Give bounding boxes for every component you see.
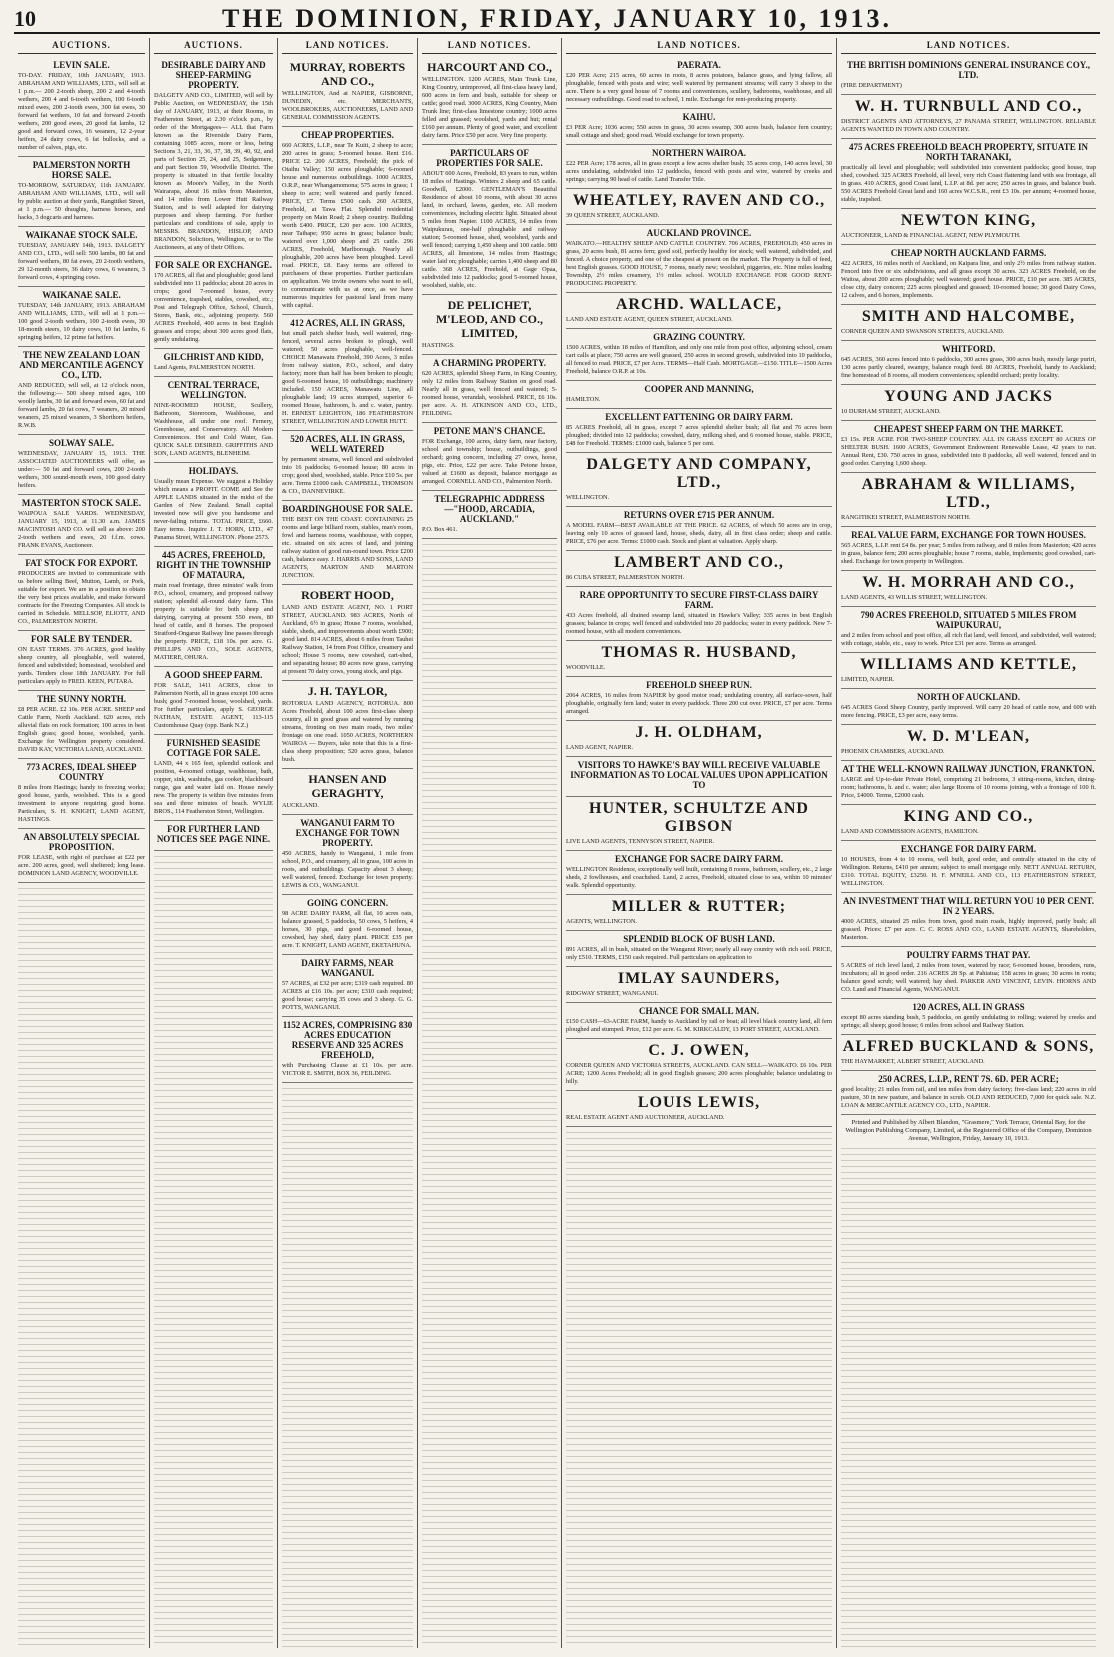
advertisement-heading: KING AND CO., [903,808,1034,825]
column-filler [422,539,557,1648]
advertisement-heading: 120 ACRES, ALL IN GRASS [912,1002,1025,1012]
advertisement [566,109,832,145]
advertisement [154,547,273,667]
advertisement [566,641,832,677]
advertisement-heading: POULTRY FARMS THAT PAY. [906,950,1031,960]
advertisement [841,761,1096,805]
advertisement-body: REAL ESTATE AGENT AND AUCTIONEER, AUCKLAND. [566,1114,725,1121]
advertisement-body: ABOUT 600 Acres, Freehold, 83 years to run, within 18 miles of Hastings. Winters 2 sheep and 65 cattle. Goodwill, £2000. GENTLEMAN'S Beautiful Residence of about 10 rooms, with about 30 acres land, in orchard, lawns, garden, etc. All modern conveniences, including electric light. Situated about 5 miles from Napier. 1100 ACRES, 14 miles from Waipukurau, one-half ploughable and railway station; 5-roomed house, shed, woolshed, yards and well fenced; carrying 1,450 sheep and 100 cattle. 980 ACRES, all limestone, 14 miles from Hastings; water laid on; ploughable; carries 1,400 sheep and 80 cattle. 368 ACRES, Freehold, at Gage Opaa, subdivided into 12 paddocks; good 5-roomed house, woolshed, stable, etc. [422,170,557,289]
advertisement-body: WAIPOUA SALE YARDS. WEDNESDAY, JANUARY 15, 1913, at 11.30 a.m. JAMES MACINTOSH AND CO. will sell as above: 200 2-tooth wethers and ewes, 20 f.f.m. cows. FRANK EVANS, Auctioneer. [18,510,145,549]
advertisement [422,57,557,145]
advertisement-body: TO-MORROW, SATURDAY, 11th JANUARY. ABRAHAM AND WILLIAMS, LTD., will sell by public auction at their yards, Rangitikei Street, at 1 p.m.— 50 draughts, harness horses, and hacks, 3 dogcarts and harness. [18,182,145,221]
advertisement [566,189,832,225]
advertisement [18,691,145,759]
advertisement [841,841,1096,893]
advertisement [282,315,413,431]
advertisement-heading: EXCHANGE FOR DAIRY FARM. [900,844,1037,854]
advertisement-heading: EXCHANGE FOR SACRE DAIRY FARM. [615,854,783,864]
advertisement-heading: W. H. MORRAH AND CO., [862,574,1075,591]
advertisement-heading: PAERATA. [677,60,721,70]
advertisement [566,931,832,967]
advertisement-heading: WANGANUI FARM TO EXCHANGE FOR TOWN PROPERTY. [295,818,400,848]
advertisement [18,759,145,829]
advertisement-heading: DE PELICHET, M'LEOD, AND CO., LIMITED, [435,298,543,340]
advertisement-heading: PALMERSTON NORTH HORSE SALE. [32,160,131,180]
advertisement-body: LARGE and Up-to-date Private Hotel, comprising 21 bedrooms, 3 sitting-rooms, kitchen, dining-room; bathrooms, h. and c. water; also large Rooms of 10 rooms joining, with a frontage of 100 ft. Price, £4000. Terms, £2000 cash. [841,776,1096,799]
advertisement-body: THE BEST ON THE COAST. CONTAINING 25 rooms and large billiard room, stables, man's room, fowl and harness rooms, washhouse, with copper, etc. situated on six acres of land, and joining railway station of good run-round town. Price £200 cash, balance easy. J. HARRIS AND SONS, LAND AGENTS, MARTON AND MARTON JUNCTION. [282,516,413,579]
advertisement-body: LAND AND ESTATE AGENT, QUEEN STREET, AUCKLAND. [566,316,733,323]
advertisement [282,127,413,315]
advertisement-body: FOR SALE, 1411 ACRES, close to Palmerston North, all in grass except 100 acres bush; good 7-roomed house, woolshed, yards. For further particulars, apply S. GEORGE NATHAN, ESTATE AGENT, 113-115 Customhouse Quay (opp. Bank N.Z.) [154,682,273,729]
advertisement-heading: COOPER AND MANNING, [644,384,754,394]
advertisement-body: practically all level and ploughable; well subdivided into convenient paddocks; good house, trap shed, cowshed. 325 ACRES Freehold, all level, very rich Coast flattening land with sea frontage, all in grass. 410 ACRES, good Coast land, L.I.P. at 8d. per acre; 250 acres in grass, and balance bush. 550 ACRES Freehold Great land and 160 acres W.C.S.R., rent £3 10s. per annum; 4-roomed house, stable, trapshed. [841,164,1096,203]
advertisement [566,1091,832,1127]
advertisement [841,689,1096,725]
advertisement-heading: REAL VALUE FARM, EXCHANGE FOR TOWN HOUSES. [851,530,1086,540]
advertisement-heading: RETURNS OVER £715 PER ANNUM. [623,510,775,520]
advertisement-heading: THOMAS R. HUSBAND, [601,644,797,661]
advertisement-body: and 2 miles from school and post office, all rich flat land, well fenced, and subdivided, well watered; with cottage, stable, etc., easy to work. Price £31 per acre. Terms as arranged. [841,632,1096,647]
advertisement [566,507,832,551]
advertisement [566,895,832,931]
advertisement-heading: MILLER & RUTTER; [611,898,787,915]
advertisement-body: except 80 acres standing bush, 5 paddocks, on gently undulating to rolling; watered by creeks and springs; all sheep; good house; 6 miles from school and Railway Station. [841,1014,1096,1029]
advertisement [282,501,413,585]
advertisement-body: TUESDAY, JANUARY 14th, 1913. DALGETY AND CO., LTD., will sell: 500 lambs, 80 fat and forward wethers, 80 fat ewes, 20 2-tooth wethers, 29 12-month steers, 36 dairy cows, 6 weaners, 3 forward cows, 4 springing cows. [18,242,145,281]
advertisement [841,527,1096,571]
advertisement [282,1017,413,1083]
advertisement-heading: 520 ACRES, ALL IN GRASS, WELL WATERED [290,434,405,454]
advertisement-heading: VISITORS TO HAWKE'S BAY WILL RECEIVE VALUABLE INFORMATION AS TO LOCAL VALUES UPON APPLICATION TO [570,760,828,790]
advertisement [841,341,1096,385]
advertisement-body: CORNER QUEEN AND SWANSON STREETS, AUCKLAND. [841,328,1005,335]
advertisement-body: good locality; 21 miles from rail, and ten miles from dairy factory; five-class land; 220 acres in old pasture, 30 in new pasture, and balance in scrub. OLD AND REDUCED, 7,000 for quick sale. N.Z. LOAN & MERCANTILE AGENCY CO., LTD., NAPIER. [841,1086,1096,1109]
advertisement-heading: FOR SALE BY TENDER. [30,634,133,644]
advertisement-body: 433 Acres freehold, all drained swamp land, situated in Hawke's Valley; 335 acres in best English grasses; balance in crops; well fenced and subdivided into 20 paddocks; water in every paddock. New 7-roomed house, with all modern conveniences. [566,612,832,635]
advertisement-body: 645 ACRES, 360 acres fenced into 6 paddocks, 300 acres grass, 300 acres bush, mostly large puriri, 130 acres partly cleared, swampy, balance rough feed. 80 ACRES, Freehold, handy to Auckland; fine homestead of 8 rooms, all modern conveniences; splendid orchard; pretty locality. [841,356,1096,379]
advertisement [18,495,145,555]
advertisement-heading: AN ABSOLUTELY SPECIAL PROPOSITION. [23,832,140,852]
advertisement-heading: TELEGRAPHIC ADDRESS—"HOOD, ARCADIA, AUCKLAND." [434,494,545,524]
advertisement [422,295,557,355]
column-2 [150,38,278,1648]
advertisement-body: with Purchasing Clause at £1 10s. per acre. VICTOR E. SMITH, BOX 36, FEILDING. [282,1062,413,1077]
advertisement-heading: SPLENDID BLOCK OF BUSH LAND. [623,934,775,944]
column-filler [154,851,273,1648]
advertisement-body: DALGETY AND CO., LIMITED, will sell by Public Auction, on WEDNESDAY, the 15th day of JANUARY, 1913, at their Rooms, in Featherston Street, at 2.30 o'clock p.m., by order of the Mortgagees— ALL that Farm known as the Riverside Dairy Farm, containing 1085 acres, more or less, being Sections 3, 21, 33, 36, 37, 38, 39, 40, 92, and parts of Section 25, 24, and 25, Sedgemere, and part Section 59, Woodville District. The property is situated in that fertile locality known as Moore's Valley, in the North Wairarapa, about 16 miles from Masterton, and 14 miles from Lower Hutt Railway Station, and is well adapted for dairying purposes and sheep farming. For further particulars and conditions of sale, apply to MESSRS. BRANDON, HISLOP, AND BRANDON, Solicitors, Wellington, or to The Auctioneers, at any of their Offices. [154,92,273,251]
advertisement-body: A MODEL FARM—BEST AVAILABLE AT THE PRICE. 62 ACRES, of which 50 acres are in crop, leaving only 10 acres of grassed land, house, sheds, dairy, all in first class order; sheep and cattle. PRICE, £76 per acre. Terms: £1000 cash. Stock and plant at valuation. Apply sharp. [566,522,832,545]
advertisement [282,681,413,769]
advertisement-heading: 445 ACRES, FREEHOLD, RIGHT IN THE TOWNSHIP OF MATAURA, [156,550,271,580]
column-filler [566,1127,832,1648]
advertisement-body: TO-DAY. FRIDAY, 10th JANUARY, 1913. ABRAHAM AND WILLIAMS, LTD., will sell at 1 p.m.— 200 2-tooth sheep, 200 2 and 4-tooth wethers, 200 4 and 6-tooth wethers, 100 6-tooth mixed ewes, 200 2-tooth ewes, 300 fat ewes, 30 forward fat wethers, 10 fat and forward 2-tooth wethers, 200 good ewes, 20 good fat lambs, 12 good and forward cows, 16 weaners, 12 2-year heifers, 24 dairy cows, 6 fat bullocks, and a number of calves, pigs, etc. [18,72,145,151]
advertisement [566,677,832,721]
advertisement-heading: FREEHOLD SHEEP RUN. [646,680,752,690]
advertisement-heading: HANSEN AND GERAGHTY, [308,772,387,800]
advertisement-body: 8 miles from Hastings; handy to freezing works; good house, yards, woolshed. This is a good investment to anyone requiring good home. Particulars, S. H. KNIGHT, LAND AGENT, HASTINGS. [18,784,145,823]
advertisement [841,571,1096,607]
advertisement-body: CORNER QUEEN AND VICTORIA STREETS, AUCKLAND. CAN SELL—WAIKATO. £6 10s. PER ACRE; 1200 Acres Freehold; all in good English grasses; 200 acres ploughable; balance undulating to hilly. [566,1062,832,1085]
advertisement [422,491,557,539]
advertisement-body: PRODUCERS are invited to communicate with us before selling Beef, Mutton, Lamb, or Pork, suitable for export. We are in a position to obtain the very best prices available, and make forward contracts for the Freezing Companies. All stock is carried in Schedule. MELLSOP, ELIOTT, AND CO., PALMERSTON NORTH. [18,570,145,625]
advertisement-heading: DAIRY FARMS, NEAR WANGANUI. [301,958,394,978]
column-6 [837,38,1100,1648]
advertisement [566,381,832,409]
advertisement-body: 422 ACRES, 16 miles north of Auckland, on Kaipara line, and only 2½ miles from railway station. Fenced into five or six subdivisions, and all grass except 30 acres. 323 ACRES Freehold, on the Waitoa, about 200 acres ploughable; well watered; good house. PRICE, £10 per acre. 385 ACRES, close city, dairy concern; 225 acres ploughed and grassed; 10-roomed house; 30 good Dairy Cows, 12 calves, and 6 horses, implements. [841,260,1096,299]
advertisement [566,145,832,189]
advertisement [566,293,832,329]
section-heading: LAND NOTICES. [566,38,832,54]
advertisement [841,999,1096,1035]
advertisement-heading: C. J. OWEN, [648,1042,750,1059]
advertisement [841,1035,1096,1071]
advertisement-heading: W. D. M'LEAN, [906,728,1031,745]
advertisement-heading: A CHARMING PROPERTY. [432,358,547,368]
advertisement [18,227,145,287]
section-heading: LAND NOTICES. [841,38,1096,54]
advertisement-heading: HARCOURT AND CO., [427,60,552,74]
column-3 [278,38,418,1648]
advertisement-heading: J. H. TAYLOR, [307,684,388,698]
advertisement-heading: CHEAP PROPERTIES. [301,130,394,140]
advertisement-heading: SMITH AND HALCOMBE, [861,308,1076,325]
advertisement-heading: GOING CONCERN. [306,898,388,908]
advertisement-heading: PETONE MAN'S CHANCE. [433,426,546,436]
advertisement [154,349,273,377]
advertisement-heading: BOARDINGHOUSE FOR SALE. [282,504,413,514]
advertisement-body: £8 PER ACRE. £2 10s. PER ACRE. SHEEP and Cattle Farm, North Auckland. 620 acres, rich alluvial flats on rock formation; 100 acres in best English grass; good house, woolshed, yards. Exchange for Wellington property considered. DAVID KAY, VICTORIA LAND, AUCKLAND. [18,706,145,753]
advertisement-body: LAND AGENTS, 43 WILLIS STREET, WELLINGTON. [841,594,988,601]
advertisement-heading: ABRAHAM & WILLIAMS, LTD., [861,476,1076,511]
advertisement-body: WAIKATO.—HEALTHY SHEEP AND CATTLE COUNTRY. 706 ACRES, FREEHOLD; 450 acres in grass, 20 acres bush, 81 acres fern; good soil, perfectly healthy for stock; well watered, subdivided, and fenced. A choice property, and one of the cheapest at present on the market. The Property is full of feed, best English grasses. GOOD HOUSE, 7 rooms, nearly new; woolshed, piggeries, etc. Nine miles leading Township, 2½ miles creamery, 1½ miles school. WOULD EXCHANGE FOR GOOD RENT-PRODUCING PROPERTY. [566,240,832,287]
advertisement [841,607,1096,653]
advertisement-body: Usually mean Expense. We suggest a Holiday which means a PROFIT. COME and See the APPLE LANDS situated in the midst of the Garden of New Zealand. Small capital invested now will give you handsome and never-failing returns. TOTAL PRICE, £660. Easy terms. Inquire J. T. HORN, LTD., 47 Panama Street, WELLINGTON. Phone 2573. [154,478,273,541]
advertisement [841,421,1096,473]
column-filler [841,1143,1096,1648]
advertisement [18,57,145,157]
advertisement-heading: IMLAY SAUNDERS, [617,970,781,987]
advertisement-body: WELLINGTON Residence, exceptionally well built, containing 8 rooms, bathroom, scullery, etc., 2 large sheds, 2 fowlhouses, and coachshed. Land, 2 acres, Freehold, situated close to sea, within 10 minutes' walk. Splendid opportunity. [566,866,832,889]
advertisement [154,735,273,821]
advertisement-body: £150 CASH—63-ACRE FARM, handy to Auckland by rail or boat; all level black country land, all fern ploughed and stumped. Price, £12 per acre. G. M. KIRKCALDY, 13 PORT STREET, AUCKLAND. [566,1018,832,1033]
advertisement [154,463,273,547]
advertisement [18,555,145,631]
advertisement [841,725,1096,761]
advertisement-heading: KAIHU. [682,112,716,122]
advertisement-body: 57 ACRES, at £32 per acre; £319 cash required. 80 ACRES at £16 10s. per acre; £310 cash required; good house; carrying 35 cows and 3 sheep. G. G. POTTS, WANGANUI. [282,980,413,1011]
advertisement [841,893,1096,947]
advertisement [841,57,1096,95]
advertisement-heading: NORTHERN WAIROA. [651,148,747,158]
section-heading: AUCTIONS. [154,38,273,54]
advertisement-heading: LEVIN SALE. [53,60,110,70]
advertisement [282,815,413,895]
advertisement [282,769,413,815]
column-4 [418,38,562,1648]
advertisement-body: WELLINGTON, And at NAPIER, GISBORNE, DUNEDIN, etc. MERCHANTS, WOOLBROKERS, AUCTIONEERS, LAND AND GENERAL COMMISSION AGENTS. [282,90,413,121]
advertisement-body: 5 ACRES of rich level land, 2 miles from town, watered by race; 6-roomed house, brooders, runs, incubators; all in good order. 216 ACRES 28 Sp. at Pahiatua; 158 acres in grass; 30 acres in roots; balance good scrub; well watered; hay shed. PARKER AND VINCENT, LEVIN. HIORNS AND CO. Land and Financial Agents, WANGANUI. [841,962,1096,993]
advertisement [566,1039,832,1091]
section-heading: LAND NOTICES. [282,38,413,54]
advertisement-body: P.O. Box 461. [422,526,458,533]
advertisement-body: 4000 ACRES, situated 25 miles from town, good main roads, highly improved, partly bush; all grassed. Prices: £7 per acre. C. C. ROSS AND CO., LAND ESTATE AGENTS, Shareholders, Masterton. [841,918,1096,941]
advertisement-body: 86 CUBA STREET, PALMERSTON NORTH. [566,574,685,581]
advertisement [566,1003,832,1039]
advertisement-body: FOR Exchange, 100 acres, dairy farm, near factory, school and township; house, outbuildings, good orchard; going concern, including 27 cows, horse, pigs, etc. Price, £22 per acre. Take Petone house, valued at £1600 as deposit, balance mortgage as arranged. CORNELL AND CO., Palmerston North. [422,438,557,485]
advertisement-body: 10 HOUSES, from 4 to 10 rooms, well built, good order, and centrally situated in the city of Wellington. Returns, £410 per annum; subject to small mortgage only. NETT ANNUAL RETURN, £310. TOTAL EQUITY, £3250. H. F. M'NEILL AND CO., 113 FEATHERSTON STREET, WELLINGTON. [841,856,1096,887]
advertisement [566,797,832,851]
newspaper-title: THE DOMINION, FRIDAY, JANUARY 10, 1913. [221,4,893,33]
advertisement-heading: ALFRED BUCKLAND & SONS, [842,1038,1095,1055]
advertisement [282,585,413,681]
advertisement-heading: AT THE WELL-KNOWN RAILWAY JUNCTION, FRANKTON. [842,764,1095,774]
page-number: 10 [14,6,36,31]
advertisement-body: WELLINGTON. 1200 ACRES, Main Trunk Line, King Country, unimproved, all first-class heavy land, 600 acres in fern and bush, suitable for sheep or cattle; good road. 3000 ACRES, King Country, Main Trunk line; first-class limestone country; 1000 acres felled and grassed; woolshed, yards and hut; rental £160 per annum. Plenty of good water, and excellent dairy farm. Price £50 per acre. Very fine property. [422,76,557,139]
advertisement [18,287,145,347]
advertisement-heading: WHEATLEY, RAVEN AND CO., [572,192,826,209]
advertisement [841,305,1096,341]
advertisement [422,423,557,491]
advertisement-body: AND REDUCED, will sell, at 12 o'clock noon, the following:— 500 sheep mixed ages, 100 woolly lambs, 30 fat and forward ewes, 60 fat and forward lambs, 20 fat cows, 7 weaners, 20 mixed weaners, 25 mixed weaners, 3 Shorthorn heifers, R.W.B. [18,382,145,429]
advertisement-heading: GILCHRIST AND KIDD, [163,352,264,362]
section-heading: AUCTIONS. [18,38,145,54]
advertisement [566,721,832,757]
advertisement-heading: NORTH OF AUCKLAND. [916,692,1021,702]
advertisement [841,245,1096,305]
advertisement [566,225,832,293]
advertisement-body: 39 QUEEN STREET, AUCKLAND. [566,212,660,219]
advertisement-body: LAND AND COMMISSION AGENTS, HAMILTON. [841,828,979,835]
advertisement-body: RIDGWAY STREET, WANGANUI. [566,990,659,997]
advertisement-body: £3 15s. PER ACRE FOR TWO-SHEEP COUNTRY. ALL IN GRASS EXCEPT 80 ACRES OF SHELTER BUSH. 1600 ACRES, Government Endowment Renewable Lease, 42 years to run. Annual Rent, £30. 750 acres in grass, subdivided into 8 paddocks, all well watered, fenced and in good order. Carrying 1,600 sheep. [841,436,1096,467]
advertisement-heading: NEWTON KING, [900,212,1037,229]
advertisement-heading: MURRAY, ROBERTS AND CO., [289,60,406,88]
advertisement-heading: WHITFORD. [941,344,996,354]
advertisement-body: £20 PER Acre; 215 acres, 60 acres in roots, 8 acres potatoes, balance grass, and lying fallow, all ploughable, fenced with posts and wire; well watered by permanent streams; will carry 3 sheep to the acre. There is a very good house of 7 rooms and conveniences, scullery, bathrooms, washhouse, and all necessary outbuildings. Good road to school, 1 mile. Exchange for rent-producing property. [566,72,832,103]
advertisement [566,409,832,453]
advertisement-heading: HUNTER, SCHULTZE AND GIBSON [589,800,809,835]
advertisement [282,431,413,501]
advertisement [154,667,273,735]
advertisement-body: HASTINGS. [422,342,455,349]
advertisement-heading: CENTRAL TERRACE, WELLINGTON. [167,380,260,400]
advertisement [282,955,413,1017]
advertisement-body: THE HAYMARKET, ALBERT STREET, AUCKLAND. [841,1058,985,1065]
advertisement [841,95,1096,139]
advertisement-body: 85 ACRES Freehold, all in grass, except 7 acres splendid shelter bush; all flat and 76 acres been ploughed; divided into 12 paddocks; cowshed, dairy, milking shed, and 6 roomed house, stable. PRICE, £48 for Freehold. TERMS: £1000 cash, balance 5 per cent. [566,424,832,447]
column-filler [18,883,145,1648]
advertisement [18,631,145,691]
advertisement [841,473,1096,527]
advertisement [841,209,1096,245]
newspaper-columns [14,38,1100,1648]
advertisement-heading: 250 ACRES, L.I.P., RENT 7S. 6D. PER ACRE; [878,1074,1059,1084]
advertisement-body: 170 ACRES, all flat and ploughable; good land subdivided into 11 paddocks; about 20 acres in crops; good 7-roomed house, every convenience, trapshed, stables, cowshed, etc.; Post and Telegraph Office, School, Church, Stores, Bank, etc., adjoining property. 560 ACRES Freehold, 400 acres in best English grasses and crops; about 300 acres good flats, gently undulating. [154,272,273,343]
advertisement [841,947,1096,999]
column-5 [562,38,837,1648]
advertisement-body: 2064 ACRES, 16 miles from NAPIER by good motor road; undulating country, all surface-sown, half ploughable, originally fern land; water in every paddock. Three 200 cut over. PRICE, £7 per acre. Terms arranged. [566,692,832,715]
advertisement-heading: THE SUNNY NORTH. [36,694,127,704]
advertisement-heading: THE NEW ZEALAND LOAN AND MERCANTILE AGENCY CO., LTD. [19,350,144,380]
column-filler [282,1083,413,1648]
advertisement-body: DISTRICT AGENTS AND ATTORNEYS, 27 PANAMA STREET, WELLINGTON. RELIABLE AGENTS WANTED IN TOWN AND COUNTRY. [841,118,1096,133]
advertisement-body: £3 PER Acre; 1036 acres; 550 acres in grass, 30 acres swamp, 300 acres bush, balance fern country; small cottage and shed; good road. Would exchange for town property. [566,124,832,139]
advertisement-body: LAND, 44 x 165 feet, splendid outlook and position, 4-roomed cottage, washhouse, bath, copper, sink, washtubs, gas cooker, blackboard range, gas and water laid on. House newly new. The property is within five minutes from sea and three minutes of beach. WYLIE BROS., 114 Featherston Street, Wellington. [154,760,273,815]
advertisement-heading: J. H. OLDHAM, [635,724,763,741]
advertisement-body: NINE-ROOMED HOUSE, Scullery, Bathroom, Storeroom, Washhouse, and Washhouse, all under one roof. Fernery, Greenhouse, and Conservatory. All Modern Conveniences. Hot and Cold Water, Gas. QUICK SALE DESIRED. GRIFFITHS AND SON, LAND AGENTS, BLENHEIM. [154,402,273,457]
advertisement [841,1071,1096,1115]
advertisement-heading: W. H. TURNBULL AND CO., [854,98,1083,115]
advertisement-body: LIMITED, NAPIER. [841,676,895,683]
advertisement-body: by permanent streams, well fenced and subdivided into 16 paddocks; 6-roomed house; 80 acres in crop; good shed, woolshed, stable. Price £10 5s. per acre. Terms £1000 cash. CAMPBELL, THOMSON & CO., DANNEVIRKE. [282,456,413,495]
advertisement-heading: ROBERT HOOD, [301,588,394,602]
advertisement-body: 98 ACRE DAIRY FARM, all flat, 10 acres oats, balance grassed, 5 paddocks, 50 cows, 5 heifers, 4 horses, 30 pigs, and good 6-roomed house, cowshed, hay shed, dairy plant. PRICE £35 per acre. T. KNIGHT, LAND AGENT, EKETAHUNA. [282,910,413,949]
advertisement-body: 565 ACRES, L.I.P. rent £4 8s. per year; 5 miles from railway, and 8 miles from Masterton; 420 acres in grass, balance fern; 200 acres ploughable; house 7 rooms, stable, implements; good cowshed, cart-shed. Exchange for town property in Wellington. [841,542,1096,565]
advertisement-heading: FOR SALE OR EXCHANGE. [154,260,272,270]
advertisement [841,385,1096,421]
advertisement-heading: AUCKLAND PROVINCE. [646,228,752,238]
advertisement [18,157,145,227]
advertisement-heading: 773 ACRES, IDEAL SHEEP COUNTRY [26,762,137,782]
advertisement [282,895,413,955]
advertisement-body: PHOENIX CHAMBERS, AUCKLAND. [841,748,945,755]
advertisement-heading: 790 ACRES FREEHOLD, SITUATED 5 MILES FROM WAIPUKURAU, [860,610,1077,630]
advertisement-body: (FIRE DEPARTMENT) [841,82,902,89]
advertisement [282,57,413,127]
advertisement-heading: PARTICULARS OF PROPERTIES FOR SALE. [436,148,543,168]
advertisement-heading: WAIKANAE SALE. [42,290,121,300]
advertisement-heading: LAMBERT AND CO., [614,554,784,571]
advertisement-body: £22 PER Acre; 178 acres, all in grass except a few acres shelter bush; 35 acres crop, 140 acres level, 30 acres undulating, subdivided into 12 paddocks, fenced with posts and wire, watered by creeks and springs; carrying 90 head of cattle. Land Transfer Title. [566,160,832,183]
advertisement-body: main road frontage, three minutes' walk from P.O., school, creamery, and proposed railway station; splendid all-round dairy farm. This property is suitable for both sheep and dairying, carrying at present 550 ewes, 80 head of cattle, and 8 horses. The proposed Stratford-Ongarue Railway line passes through the property. PRICE, £18 10s. per acre. G. PHILLIPS AND CO., SOLE AGENTS, MATIERE, OHURA. [154,582,273,661]
advertisement [422,355,557,423]
advertisement-body: FOR LEASE, with right of purchase at £22 per acre. 200 acres, good, well sheltered; long lease. DOMINION LAND AGENCY, WOODVILLE. [18,854,145,877]
advertisement-heading: FOR FURTHER LAND NOTICES SEE PAGE NINE. [156,824,271,844]
advertisement-heading: CHANCE FOR SMALL MAN. [638,1006,759,1016]
printer-imprint: Printed and Published by Albert Blandon, "Grasmere," York Terrace, Oriental Bay, for the Wellington Publishing Company, Limited, at the Registered Office of the Company, Dominion Avenue, Wellington, Friday, January 10, 1913. [845,1119,1092,1142]
advertisement-body: AUCTIONEER, LAND & FINANCIAL AGENT, NEW PLYMOUTH. [841,232,1021,239]
advertisement-body: 620 ACRES, splendid Sheep Farm, in King Country, only 12 miles from Railway Station on good road. Nearly all in grass, well fenced and watered; 5-roomed house, verandah, woolshed. PRICE, £6 10s. per acre. A. H. ATKINSON AND CO., LTD., FEILDING. [422,370,557,417]
advertisement-body: AGENTS, WELLINGTON. [566,918,637,925]
advertisement [566,851,832,895]
advertisement-heading: YOUNG AND JACKS [884,388,1053,405]
advertisement-heading: DESIRABLE DAIRY AND SHEEP-FARMING PROPERTY. [161,60,266,90]
advertisement-heading: THE BRITISH DOMINIONS GENERAL INSURANCE COY., LTD. [847,60,1090,80]
advertisement-heading: WILLIAMS AND KETTLE, [860,656,1077,673]
advertisement-body: LAND AND ESTATE AGENT, NO. 1 PORT STREET, AUCKLAND. 983 ACRES, North of Auckland, 6½ in grass; House 7 rooms, woolshed, stable, sheds, and improvements about worth £900; good land. 814 ACRES, about 6 miles from Tauhei Railway Station, 14 from Post Office, creamery and school; House 5 rooms, new cowshed, cart-shed, and separating house; 80 acres now grass, carrying at present 70 dairy cows, young stock, and pigs. [282,604,413,675]
advertisement [566,551,832,587]
masthead [14,6,1100,34]
advertisement-heading: 412 ACRES, ALL IN GRASS, [290,318,405,328]
advertisement-body: 10 DURHAM STREET, AUCKLAND. [841,408,941,415]
advertisement [566,967,832,1003]
advertisement-body: 891 ACRES, all in bush, situated on the Wanganui River; nearly all easy country with rich soil. PRICE, only £510. TERMS, £150 cash required. Full particulars on application to [566,946,832,961]
advertisement-body: 1500 ACRES, within 18 miles of Hamilton, and only one mile from post office, adjoining school, cream cart calls at place; 750 acres are well grassed, 250 acres in second growth, subdivided into 10 paddocks, all fenced to road. PRICE, £7 per Acre. TERMS—Half Cash. MORTGAGE—£150. TITLE—1500 Acres Freehold, balance O.R.P. at 10s. [566,344,832,375]
advertisement-body: but small patch shelter bush, well watered, ring-fenced, several acres broken to plough, well watered; 50 acres ploughable, well-fenced. CHOICE Manawatu Freehold, 390 Acres, 3 miles from railway station, P.O., school, and dairy factory; more than half has been broken to plough; good 6-roomed house, 10 outbuildings; machinery included. 150 ACRES, Manawatu Line, all ploughable land; 19 acres stumped, superior 6-roomed House, bathroom, h. and c. water, pantry. H. ERNEST LEIGHTON, 186 FEATHERSTON STREET, WELLINGTON AND LOWER HUTT. [282,330,413,425]
advertisement-body: 450 ACRES, handy to Wanganui, 1 mile from school, P.O., and creamery, all in grass, 100 acres in roots, and outbuildings. Capacity about 3 sheep; well watered, fenced. Exchange for town property. LEWIS & CO., WANGANUI. [282,850,413,889]
section-heading: LAND NOTICES. [422,38,557,54]
advertisement-heading: EXCELLENT FATTENING OR DAIRY FARM. [605,412,793,422]
advertisement-body: 660 ACRES, L.I.P., near Te Kuiti, 2 sheep to acre; 200 acres in grass; 5-roomed house. Rent £16. PRICE £2. 200 ACRES, Freehold; the pick of Otaihu Valley; 150 acres ploughable; 6-roomed house and numerous outbuildings. 1000 ACRES, O.R.P., near Whangamomona; 575 acres in grass; 1 sheep to acre; well watered and partly fenced. PRICE, £7. Terms £500 cash. 260 ACRES, Freehold, at Tawa Flat. Splendid residential property on Main Road; 2 sheep country. Building worth £400. PRICE, £20 per acre. 100 ACRES, near Taihape; 950 acres in grass; balance bush; watered over 1,000 sheep and 25 cattle. 296 ACRES, Freehold, Marlborough. Nearly all ploughable, 200 acres have been ploughed. Level road. PRICE, £8. Easy terms are offered to purchasers of these properties. Further particulars on application. We invite owners who want to sell, to communicate with us at once, as we have numerous inquiries for pastoral land from many with capital. [282,142,413,309]
advertisement [841,139,1096,209]
advertisement-heading: DALGETY AND COMPANY, LTD., [586,456,812,491]
advertisement [841,805,1096,841]
advertisement [154,257,273,349]
advertisement-body: ON EAST TERMS. 376 ACRES, good healthy sheep country, all ploughable, well watered, fenced and subdivided; homestead, woolshed and yards. Tenders close 18th JANUARY. For full particulars apply to FRED. KEEN, PUTARA. [18,646,145,685]
advertisement-body: WEDNESDAY, JANUARY 15, 1913. THE ASSOCIATED AUCTIONEERS will offer, as under:— 50 fat and forward cows, 200 2-tooth wethers, 300 sound-mouth ewes, 100 good dairy heifers. [18,450,145,489]
advertisement-body: Land Agents, PALMERSTON NORTH. [154,364,255,371]
advertisement [566,587,832,641]
advertisement [566,329,832,381]
advertisement [154,377,273,463]
column-1 [14,38,150,1648]
advertisement [566,453,832,507]
advertisement-body: RANGITIKEI STREET, PALMERSTON NORTH. [841,514,971,521]
advertisement-heading: LOUIS LEWIS, [637,1094,761,1111]
advertisement-body: ROTORUA LAND AGENCY, ROTORUA. 800 Acres Freehold, about 100 acres first-class sheep country, all in good grass and watered by running streams, fronting on two main roads, two miles' frontage on one road. 1050 ACRES, NORTHERN WAIROA — Buyers, take note that this is a first-class sheep proposition; 520 acres grass, balance bush. [282,700,413,763]
advertisement-heading: 1152 ACRES, COMPRISING 830 ACRES EDUCATION RESERVE AND 325 ACRES FREEHOLD, [282,1020,413,1060]
advertisement [154,57,273,257]
advertisement-heading: AN INVESTMENT THAT WILL RETURN YOU 10 PER CENT. IN 2 YEARS. [843,896,1094,916]
advertisement [18,435,145,495]
advertisement-heading: FURNISHED SEASIDE COTTAGE FOR SALE. [166,738,261,758]
advertisement [154,821,273,851]
advertisement-body: AUCKLAND. [282,802,319,809]
advertisement-body: WELLINGTON. [566,494,610,501]
advertisement [18,347,145,435]
advertisement-body: LAND AGENT, NAPIER. [566,744,634,751]
advertisement-heading: FAT STOCK FOR EXPORT. [25,558,138,568]
advertisement-heading: ARCHD. WALLACE, [615,296,783,313]
advertisement-heading: GRAZING COUNTRY. [653,332,745,342]
advertisement-heading: MASTERTON STOCK SALE. [21,498,142,508]
advertisement-heading: A GOOD SHEEP FARM. [164,670,263,680]
advertisement-body: TUESDAY, 14th JANUARY, 1913. ABRAHAM AND WILLIAMS, LTD., will sell at 1 p.m.— 100 good 2-tooth wethers, 100 2-tooth ewes, 30 18-month steers, 10 dairy cows, 10 fat lambs, 6 springing heifers, 12 prime fat heifers. [18,302,145,341]
advertisement [18,829,145,883]
advertisement-heading: CHEAPEST SHEEP FARM ON THE MARKET. [873,424,1064,434]
advertisement [422,145,557,295]
advertisement [566,57,832,109]
advertisement-body: 645 ACRES Good Sheep Country, partly improved. Will carry 20 head of cattle now, and 600 with more fencing. PRICE, £3 per acre, easy terms. [841,704,1096,719]
advertisement [566,757,832,797]
advertisement-heading: SOLWAY SALE. [48,438,115,448]
advertisement [841,653,1096,689]
advertisement-heading: WAIKANAE STOCK SALE. [25,230,138,240]
advertisement-heading: HOLIDAYS. [188,466,239,476]
advertisement-heading: CHEAP NORTH AUCKLAND FARMS. [890,248,1047,258]
advertisement-heading: RARE OPPORTUNITY TO SECURE FIRST-CLASS DAIRY FARM. [579,590,819,610]
advertisement-body: LIVE LAND AGENTS, TENNYSON STREET, NAPIER. [566,838,715,845]
advertisement-heading: 475 ACRES FREEHOLD BEACH PROPERTY, SITUATE IN NORTH TARANAKI, [849,142,1088,162]
advertisement-body: WOODVILLE. [566,664,606,671]
advertisement-body: HAMILTON. [566,396,601,403]
